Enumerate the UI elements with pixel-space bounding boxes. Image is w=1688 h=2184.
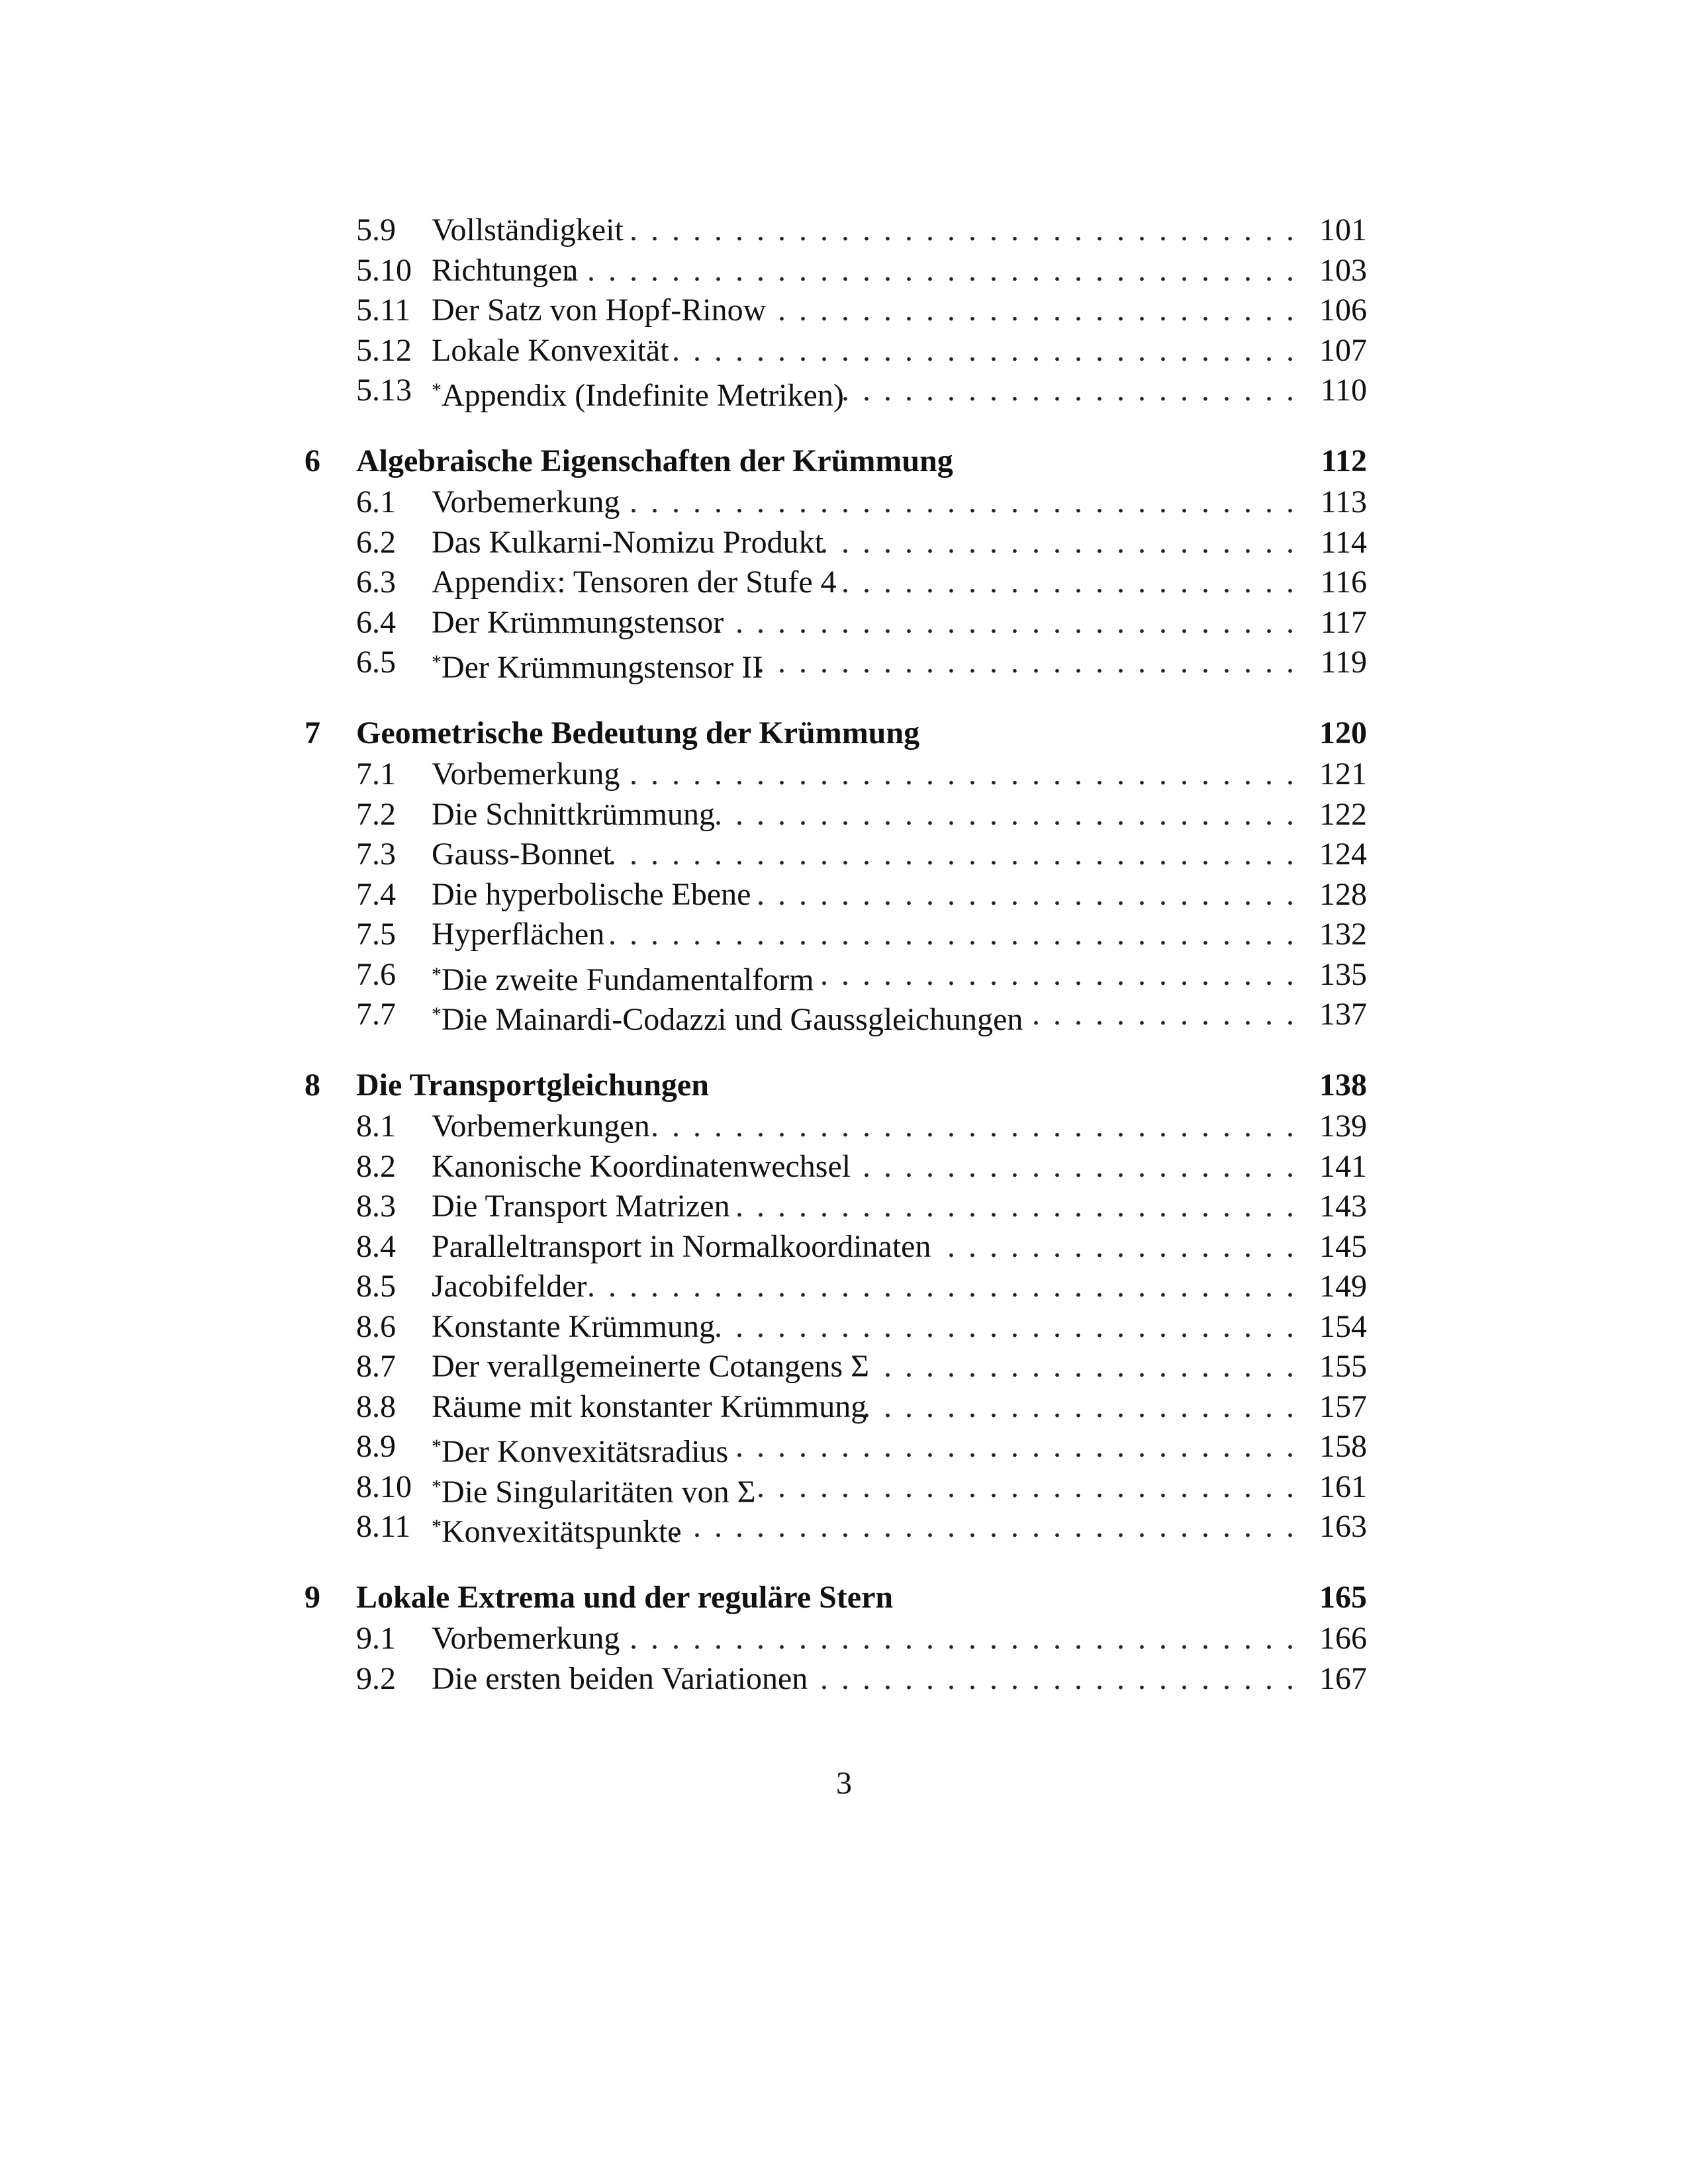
- section-title-text: Hyperflächen: [432, 917, 605, 952]
- section-title-text: Konvexitätspunkte: [442, 1514, 682, 1549]
- section-title: [432, 563, 837, 602]
- section-title: [432, 1427, 728, 1472]
- toc-entry[interactable]: [0, 603, 1688, 643]
- dot-leader: ...........................: [735, 1189, 1307, 1224]
- section-title-text: Appendix (Indefinite Metriken): [442, 378, 844, 413]
- section-title: [432, 251, 578, 291]
- toc-entry[interactable]: [0, 955, 1688, 995]
- section-page: 154: [1319, 1308, 1367, 1344]
- section-page: 135: [1319, 956, 1367, 992]
- section-number: 7.4: [356, 876, 396, 912]
- section-page: 107: [1319, 332, 1367, 368]
- toc-entry[interactable]: [0, 995, 1688, 1037]
- section-title-text: Die Transport Matrizen: [432, 1189, 730, 1224]
- section-page: 141: [1319, 1148, 1367, 1184]
- section-number: 8.4: [356, 1228, 396, 1264]
- chapter-page: 112: [1321, 443, 1367, 478]
- section-title: [432, 1227, 931, 1267]
- section-title: [432, 331, 669, 371]
- section-title-text: Die ersten beiden Variationen: [432, 1661, 808, 1696]
- dot-leader: .............: [1032, 997, 1307, 1032]
- section-page: 121: [1319, 756, 1367, 792]
- dot-leader: .......................: [820, 956, 1307, 992]
- section-page: 114: [1320, 524, 1367, 560]
- section-title: [432, 835, 612, 874]
- dot-leader: ..........................: [757, 1469, 1307, 1504]
- chapter-title: Lokale Extrema und der reguläre Stern: [356, 1579, 894, 1615]
- section-title-text: Die zweite Fundamentalform: [442, 962, 814, 997]
- section-title: [432, 955, 814, 1000]
- chapter-title: Geometrische Bedeutung der Krümmung: [356, 715, 920, 751]
- section-title: [432, 1659, 808, 1699]
- dot-leader: ......................: [841, 565, 1307, 600]
- star-marker: *: [432, 651, 442, 673]
- dot-leader: ..........................: [757, 876, 1307, 912]
- section-page: 137: [1319, 997, 1367, 1032]
- dot-leader: .......................: [820, 524, 1307, 560]
- section-title: [432, 482, 620, 522]
- section-title: [432, 603, 724, 643]
- section-page: 117: [1320, 604, 1367, 640]
- section-page: 132: [1319, 917, 1367, 952]
- dot-leader: ..............................: [672, 1509, 1307, 1544]
- toc-entry[interactable]: [0, 1467, 1688, 1510]
- chapter-number: 7: [305, 715, 320, 751]
- dot-leader: ......................: [841, 373, 1307, 408]
- section-title-text: Die hyperbolische Ebene: [432, 876, 751, 912]
- section-number: 6.2: [356, 524, 396, 560]
- section-title-text: Räume mit konstanter Krümmung: [432, 1388, 867, 1424]
- toc-entry[interactable]: [0, 1227, 1688, 1267]
- section-title: [432, 371, 844, 416]
- section-number: 8.11: [356, 1509, 411, 1544]
- section-page: 124: [1319, 837, 1367, 872]
- section-page: 157: [1319, 1388, 1367, 1424]
- section-page: 119: [1320, 645, 1367, 680]
- section-title: [432, 995, 1023, 1040]
- section-number: 8.5: [356, 1269, 396, 1304]
- section-title-text: Der Satz von Hopf-Rinow: [432, 293, 767, 328]
- section-title: [432, 754, 620, 794]
- section-page: 128: [1319, 876, 1367, 912]
- section-title-text: Vorbemerkung: [432, 1621, 620, 1656]
- section-title: [432, 1147, 851, 1187]
- section-title: [432, 210, 624, 250]
- section-title: [432, 643, 763, 688]
- section-title-text: Lokale Konvexität: [432, 332, 669, 368]
- dot-leader: .................................: [608, 484, 1307, 520]
- toc-entry[interactable]: [0, 563, 1688, 602]
- dot-leader: .....................: [863, 1388, 1307, 1424]
- section-number: 8.6: [356, 1308, 396, 1344]
- toc-entry[interactable]: [0, 210, 1688, 250]
- section-title: [432, 1467, 756, 1512]
- dot-leader: ..................................: [587, 1269, 1307, 1304]
- section-number: 6.1: [356, 484, 396, 520]
- section-page: 167: [1319, 1661, 1367, 1696]
- section-number: 7.3: [356, 837, 396, 872]
- toc-entry[interactable]: [0, 835, 1688, 874]
- section-page: 161: [1319, 1469, 1367, 1504]
- section-title-text: Der verallgemeinerte Cotangens Σ: [432, 1349, 870, 1384]
- dot-leader: ...................................: [566, 252, 1307, 288]
- star-marker: *: [432, 1516, 442, 1537]
- section-number: 5.12: [356, 332, 412, 368]
- toc-entry[interactable]: [0, 1619, 1688, 1659]
- toc-entry[interactable]: [0, 1347, 1688, 1387]
- section-number: 8.2: [356, 1148, 396, 1184]
- toc-entry[interactable]: [0, 1659, 1688, 1699]
- dot-leader: .................................: [608, 837, 1307, 872]
- dot-leader: ............................: [714, 1308, 1307, 1344]
- section-number: 8.10: [356, 1469, 412, 1504]
- section-page: 158: [1319, 1429, 1367, 1464]
- section-page: 106: [1319, 293, 1367, 328]
- section-title-text: Paralleltransport in Normalkoordinaten: [432, 1228, 931, 1264]
- toc-entry[interactable]: [0, 371, 1688, 413]
- section-title: [432, 523, 823, 563]
- section-title-text: Die Schnittkrümmung: [432, 796, 715, 832]
- dot-leader: .................................: [608, 917, 1307, 952]
- section-title-text: Vollständigkeit: [432, 212, 624, 248]
- dot-leader: .......................: [820, 1661, 1307, 1696]
- chapter-title: Algebraische Eigenschaften der Krümmung: [356, 443, 953, 478]
- section-title: [432, 291, 766, 330]
- section-title-text: Richtungen: [432, 252, 579, 288]
- dot-leader: ...........................: [735, 1429, 1307, 1464]
- section-page: 155: [1319, 1349, 1367, 1384]
- star-marker: *: [432, 963, 442, 985]
- section-title-text: Das Kulkarni-Nomizu Produkt: [432, 524, 823, 560]
- toc-entry[interactable]: [0, 643, 1688, 685]
- section-page: 122: [1319, 796, 1367, 832]
- chapter-page: 120: [1319, 715, 1367, 751]
- section-title: [432, 1619, 620, 1659]
- section-title: [432, 1507, 682, 1552]
- chapter-number: 8: [305, 1067, 320, 1103]
- section-title: [432, 1267, 587, 1306]
- section-number: 6.5: [356, 645, 396, 680]
- section-number: 5.11: [356, 293, 411, 328]
- dot-leader: ..........................: [757, 645, 1307, 680]
- section-number: 7.2: [356, 796, 396, 832]
- section-number: 9.2: [356, 1661, 396, 1696]
- chapter-heading[interactable]: [0, 1576, 1688, 1619]
- dot-leader: .....................: [863, 1148, 1307, 1184]
- section-title-text: Gauss-Bonnet: [432, 837, 612, 872]
- section-number: 5.13: [356, 373, 412, 408]
- section-title-text: Der Krümmungstensor: [432, 604, 724, 640]
- star-marker: *: [432, 1475, 442, 1498]
- toc-entry[interactable]: [0, 523, 1688, 563]
- section-title-text: Der Krümmungstensor II: [442, 650, 763, 685]
- toc-entry[interactable]: [0, 1107, 1688, 1146]
- star-marker: *: [432, 379, 442, 401]
- toc-entry[interactable]: [0, 251, 1688, 291]
- section-page: 143: [1319, 1189, 1367, 1224]
- toc-entry[interactable]: [0, 1507, 1688, 1547]
- chapter-page: 165: [1319, 1579, 1367, 1615]
- section-number: 6.3: [356, 565, 396, 600]
- dot-leader: .................................: [608, 1621, 1307, 1656]
- section-title-text: Appendix: Tensoren der Stufe 4: [432, 565, 837, 600]
- dot-leader: ....................: [884, 1349, 1307, 1384]
- section-title: [432, 1187, 730, 1226]
- section-title-text: Kanonische Koordinatenwechsel: [432, 1148, 851, 1184]
- dot-leader: ..............................: [672, 332, 1307, 368]
- section-page: 145: [1319, 1228, 1367, 1264]
- section-title-text: Vorbemerkungen: [432, 1109, 650, 1144]
- toc-entry[interactable]: [0, 1147, 1688, 1187]
- section-title-text: Jacobifelder: [432, 1269, 587, 1304]
- dot-leader: .................................: [608, 756, 1307, 792]
- toc-entry[interactable]: [0, 331, 1688, 371]
- dot-leader: .........................: [778, 293, 1307, 328]
- section-number: 8.3: [356, 1189, 396, 1224]
- section-number: 8.1: [356, 1109, 396, 1144]
- section-number: 5.9: [356, 212, 396, 248]
- chapter-title: Die Transportgleichungen: [356, 1067, 709, 1103]
- section-number: 7.6: [356, 956, 396, 992]
- section-title-text: Konstante Krümmung: [432, 1308, 715, 1344]
- chapter-number: 6: [305, 443, 320, 478]
- chapter-heading[interactable]: [0, 440, 1688, 482]
- toc-entry[interactable]: [0, 482, 1688, 522]
- toc-entry[interactable]: [0, 291, 1688, 330]
- section-number: 7.1: [356, 756, 396, 792]
- dot-leader: ...............................: [651, 1109, 1307, 1144]
- section-number: 9.1: [356, 1621, 396, 1656]
- dot-leader: ............................: [714, 604, 1307, 640]
- section-number: 7.7: [356, 997, 396, 1032]
- section-title: [432, 875, 751, 915]
- page-number: 3: [836, 1766, 852, 1801]
- section-number: 8.9: [356, 1429, 396, 1464]
- section-number: 6.4: [356, 604, 396, 640]
- section-title: [432, 1387, 867, 1427]
- section-title: [432, 915, 604, 954]
- dot-leader: ............................: [714, 796, 1307, 832]
- section-number: 8.7: [356, 1349, 396, 1384]
- section-title-text: Der Konvexitätsradius: [442, 1434, 729, 1469]
- toc-entry[interactable]: [0, 915, 1688, 954]
- section-page: 101: [1319, 212, 1367, 248]
- section-number: 7.5: [356, 917, 396, 952]
- section-page: 163: [1319, 1509, 1367, 1544]
- section-page: 139: [1319, 1109, 1367, 1144]
- section-title-text: Die Singularitäten von Σ: [442, 1474, 756, 1510]
- section-number: 5.10: [356, 252, 412, 288]
- section-number: 8.8: [356, 1388, 396, 1424]
- star-marker: *: [432, 1003, 442, 1025]
- chapter-heading[interactable]: [0, 1064, 1688, 1107]
- section-title: [432, 1107, 650, 1146]
- toc-entry[interactable]: [0, 1187, 1688, 1226]
- toc-entry[interactable]: [0, 1387, 1688, 1427]
- dot-leader: .................: [947, 1228, 1307, 1264]
- toc-entry[interactable]: [0, 795, 1688, 835]
- section-title: [432, 795, 715, 835]
- section-page: 166: [1319, 1621, 1367, 1656]
- section-title-text: Vorbemerkung: [432, 484, 620, 520]
- section-page: 110: [1320, 373, 1367, 408]
- chapter-heading[interactable]: [0, 712, 1688, 754]
- section-page: 116: [1320, 565, 1367, 600]
- chapter-number: 9: [305, 1579, 320, 1615]
- section-page: 103: [1319, 252, 1367, 288]
- dot-leader: ................................: [630, 212, 1307, 248]
- chapter-page: 138: [1319, 1067, 1367, 1103]
- section-page: 113: [1320, 484, 1367, 520]
- section-title: [432, 1307, 715, 1347]
- toc-entry[interactable]: [0, 754, 1688, 794]
- toc-entry[interactable]: [0, 1267, 1688, 1306]
- toc-entry[interactable]: [0, 875, 1688, 915]
- section-page: 149: [1319, 1269, 1367, 1304]
- section-title-text: Die Mainardi-Codazzi und Gaussgleichungen: [442, 1002, 1023, 1037]
- toc-entry[interactable]: [0, 1307, 1688, 1347]
- star-marker: *: [432, 1435, 442, 1457]
- section-title-text: Vorbemerkung: [432, 756, 620, 792]
- toc-entry[interactable]: [0, 1427, 1688, 1467]
- section-title: [432, 1347, 869, 1387]
